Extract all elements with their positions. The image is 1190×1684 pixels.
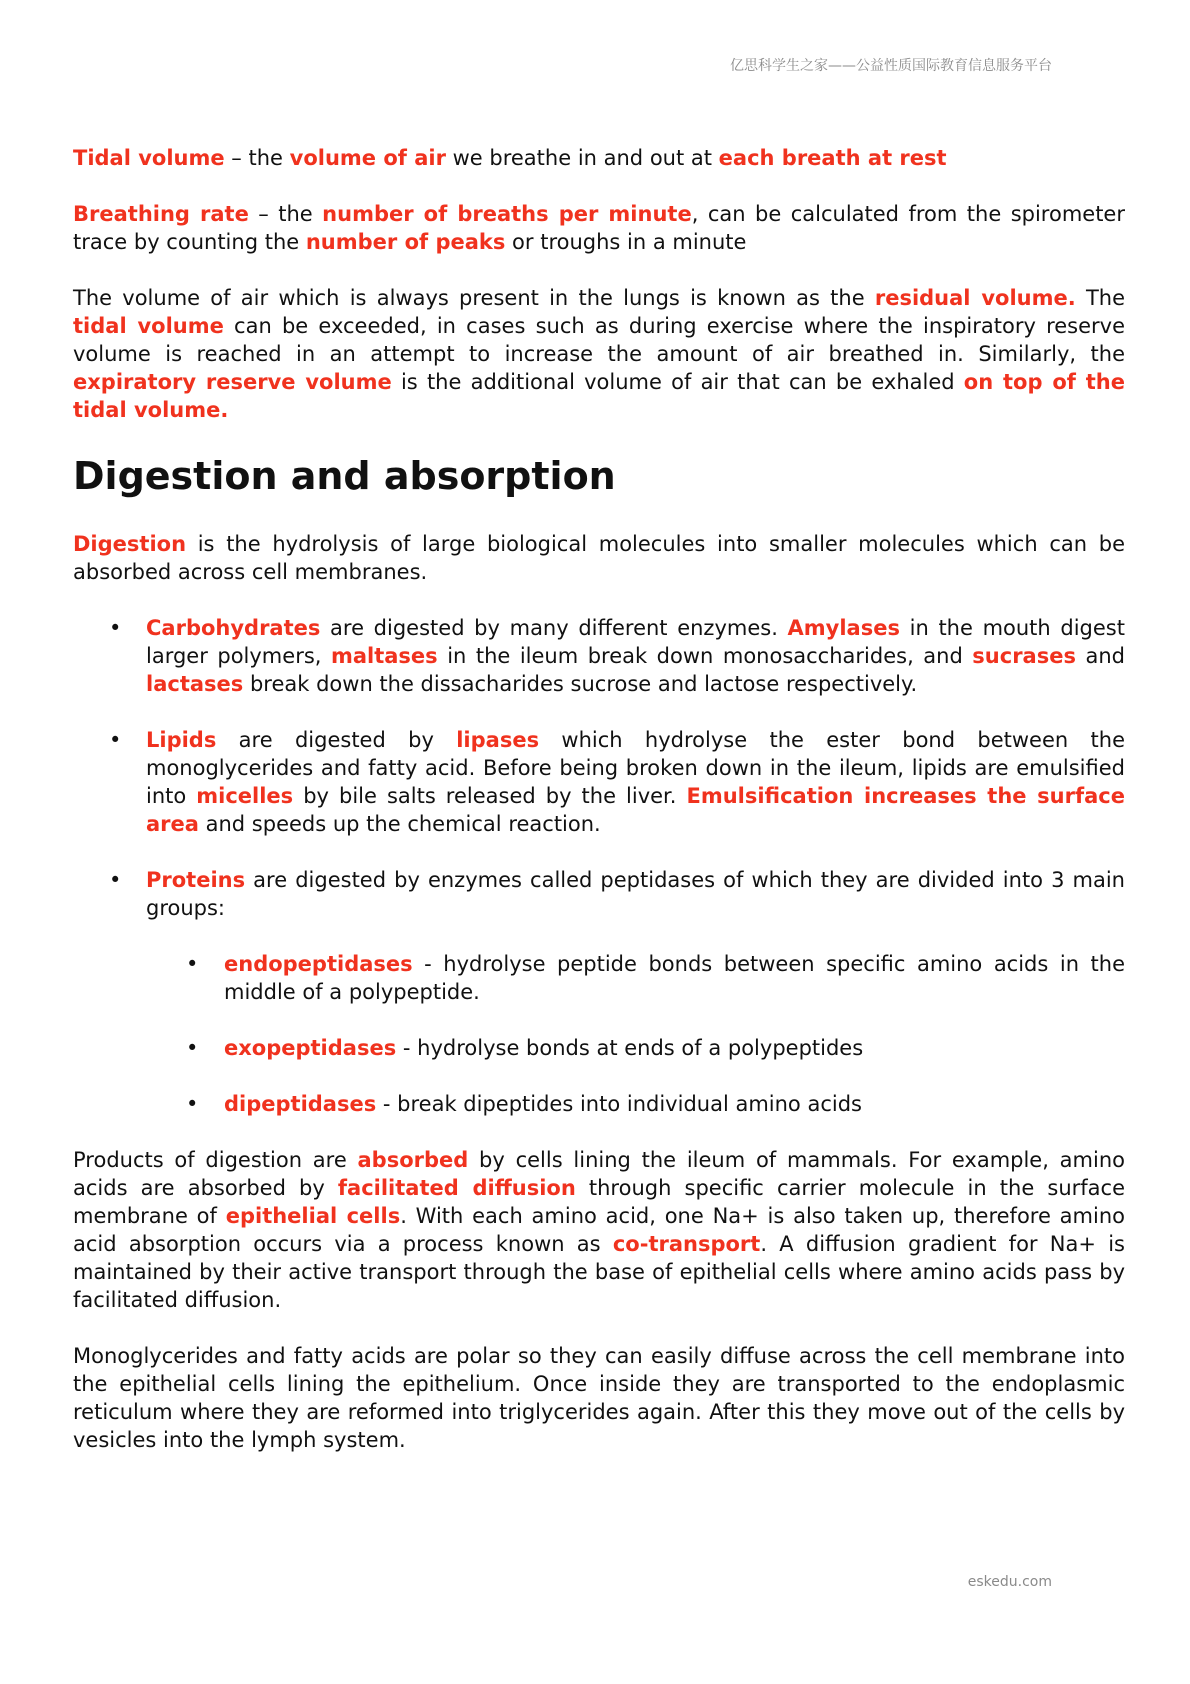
- text-run: can be exceeded, in cases such as during exercise where the inspiratory reserve volume is reached in an attempt to increase the amount of air breathed in. Similarly, the: [73, 314, 1126, 366]
- bullet-dot: •: [109, 868, 122, 892]
- text-run: by cells lining the ileum of mammals. For example, amino acids are absorbed by: [73, 1148, 1125, 1200]
- text-run: - hydrolyse peptide bonds between specific amino acids in the middle of a polypeptide.: [224, 952, 1125, 1004]
- tidal-volume-paragraph: [73, 144, 1125, 172]
- term-co-transport: co-transport: [612, 1232, 761, 1256]
- term-dipeptidases: dipeptidases: [224, 1092, 377, 1116]
- text-run: Products of digestion are: [73, 1148, 358, 1172]
- bullet-proteins: [73, 866, 1125, 922]
- term-tidal-volume: Tidal volume: [73, 146, 225, 170]
- text-run: , can be calculated from the spirometer trace by counting the: [73, 202, 1125, 254]
- term-volume-of-air: volume of air: [289, 146, 446, 170]
- term-number-of-peaks: number of peaks: [305, 230, 506, 254]
- bullet-text: [146, 726, 1125, 838]
- text-run: – the: [248, 202, 323, 226]
- digestion-definition-paragraph: [73, 530, 1125, 586]
- term-emulsification: Emulsification increases the surface area: [146, 784, 1125, 836]
- bullet-carbohydrates: [73, 614, 1125, 698]
- text-run: through specific carrier molecule in the surface membrane of: [73, 1176, 1125, 1228]
- breathing-rate-paragraph: [73, 200, 1125, 256]
- term-digestion: Digestion: [73, 532, 187, 556]
- term-facilitated-diffusion: facilitated diffusion: [337, 1176, 576, 1200]
- bullet-text: [146, 866, 1125, 922]
- term-amylases: Amylases: [787, 616, 900, 640]
- residual-volume-paragraph: [73, 284, 1125, 424]
- term-on-top-of-tidal-volume: on top of the tidal volume.: [73, 370, 1125, 422]
- term-residual-volume: residual volume.: [874, 286, 1076, 310]
- term-carbohydrates: Carbohydrates: [146, 616, 321, 640]
- term-lipids: Lipids: [146, 728, 217, 752]
- page-header: 亿思科学生之家——公益性质国际教育信息服务平台: [730, 58, 1052, 74]
- text-run: . A diffusion gradient for Na+ is maintained by their active transport through the base of epithelial cells where amino acids pass by facilitated diffusion.: [73, 1232, 1125, 1312]
- term-breathing-rate: Breathing rate: [73, 202, 249, 226]
- term-endopeptidases: endopeptidases: [224, 952, 413, 976]
- term-epithelial-cells: epithelial cells: [225, 1204, 401, 1228]
- term-micelles: micelles: [196, 784, 294, 808]
- bullet-dot: •: [186, 1092, 199, 1116]
- text-run: we breathe in and out at: [445, 146, 719, 170]
- text-run: and: [1075, 644, 1125, 668]
- sub-bullet-exopeptidases: [73, 1034, 1125, 1062]
- bullet-lipids: [73, 726, 1125, 838]
- text-run: Monoglycerides and fatty acids are polar so they can easily diffuse across the cell membrane into the epithelial cells lining the epithelium. Once inside they are transported to the endoplasmic reticulum where they are reformed into triglycerides again. After this they move out of the cells by vesicles into the lymph system.: [73, 1344, 1125, 1452]
- text-run: are digested by enzymes called peptidases of which they are divided into 3 main groups:: [146, 868, 1125, 920]
- bullet-dot: •: [186, 952, 199, 976]
- bullet-text: [224, 1034, 1125, 1062]
- bullet-dot: •: [109, 616, 122, 640]
- text-run: in the ileum break down monosaccharides, and: [437, 644, 973, 668]
- text-run: and speeds up the chemical reaction.: [198, 812, 601, 836]
- monoglycerides-paragraph: [73, 1342, 1125, 1454]
- text-run: The: [1075, 286, 1125, 310]
- text-run: . With each amino acid, one Na+ is also taken up, therefore amino acid absorption occurs via a process known as: [73, 1204, 1125, 1256]
- term-proteins: Proteins: [146, 868, 246, 892]
- text-run: are digested by: [216, 728, 457, 752]
- sub-bullet-endopeptidases: [73, 950, 1125, 1006]
- term-expiratory-reserve-volume: expiratory reserve volume: [73, 370, 392, 394]
- text-run: is the hydrolysis of large biological molecules into smaller molecules which can be absorbed across cell membranes.: [73, 532, 1125, 584]
- term-breaths-per-minute: number of breaths per minute: [322, 202, 692, 226]
- term-maltases: maltases: [330, 644, 438, 668]
- text-run: by bile salts released by the liver.: [293, 784, 687, 808]
- page-content: [73, 144, 1125, 1454]
- bullet-text: [224, 1090, 1125, 1118]
- term-tidal-volume: tidal volume: [73, 314, 224, 338]
- term-lipases: lipases: [456, 728, 540, 752]
- text-run: or troughs in a minute: [505, 230, 747, 254]
- text-run: The volume of air which is always present in the lungs is known as the: [73, 286, 875, 310]
- bullet-dot: •: [109, 728, 122, 752]
- text-run: are digested by many different enzymes.: [320, 616, 788, 640]
- text-run: - hydrolyse bonds at ends of a polypeptides: [396, 1036, 864, 1060]
- term-lactases: lactases: [146, 672, 244, 696]
- text-run: break down the dissacharides sucrose and lactose respectively.: [243, 672, 918, 696]
- absorption-paragraph: [73, 1146, 1125, 1314]
- bullet-text: [146, 614, 1125, 698]
- term-absorbed: absorbed: [357, 1148, 469, 1172]
- text-run: in the mouth digest larger polymers,: [146, 616, 1125, 668]
- page-footer: eskedu.com: [967, 1574, 1052, 1590]
- term-sucrases: sucrases: [972, 644, 1076, 668]
- bullet-text: [224, 950, 1125, 1006]
- term-exopeptidases: exopeptidases: [224, 1036, 397, 1060]
- sub-bullet-dipeptidases: [73, 1090, 1125, 1118]
- text-run: which hydrolyse the ester bond between the monoglycerides and fatty acid. Before being broken down in the ileum, lipids are emulsified into: [146, 728, 1125, 808]
- bullet-dot: •: [186, 1036, 199, 1060]
- text-run: is the additional volume of air that can be exhaled: [391, 370, 964, 394]
- section-heading: Digestion and absorption: [73, 454, 616, 498]
- text-run: – the: [224, 146, 290, 170]
- text-run: - break dipeptides into individual amino acids: [376, 1092, 862, 1116]
- term-each-breath-at-rest: each breath at rest: [718, 146, 947, 170]
